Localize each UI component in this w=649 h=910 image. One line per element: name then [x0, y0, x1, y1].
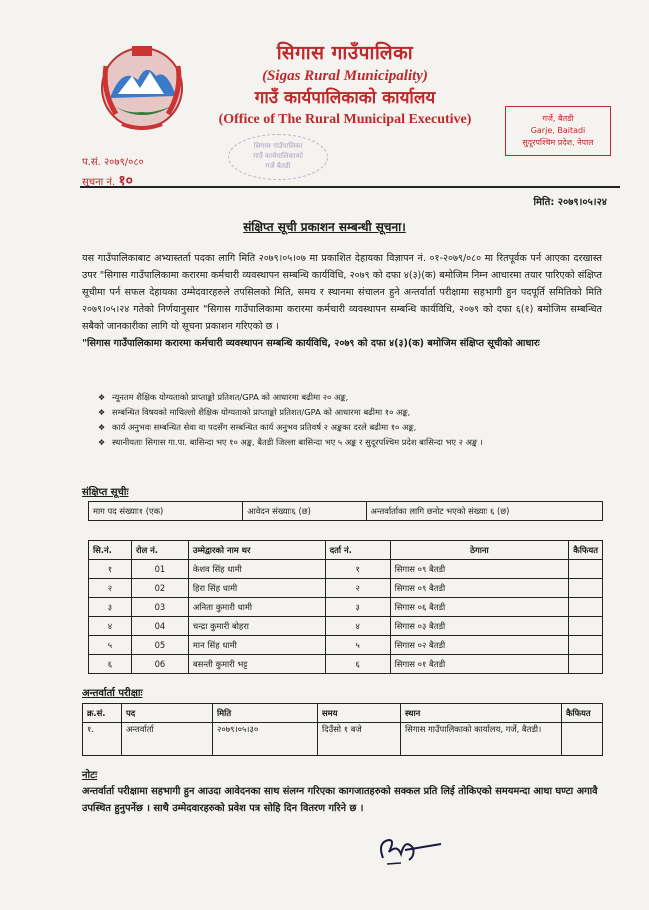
- table-row: [89, 598, 603, 617]
- shortlist-table: [88, 540, 603, 674]
- header-post: पद: [122, 704, 213, 723]
- cell-roll: 06: [131, 655, 188, 674]
- table-row: [89, 636, 603, 655]
- summary-cell-posts: माग पद संख्याः१ (एक): [89, 502, 243, 521]
- cell-name: मान सिंह धामी: [188, 636, 325, 655]
- table-row: [83, 723, 603, 756]
- cell-roll: 02: [131, 579, 188, 598]
- header-sn: सि.नं.: [89, 541, 132, 560]
- cell-time: दिउँसो १ बजे: [318, 723, 401, 756]
- header-name: उम्मेद्वारको नाम थर: [188, 541, 325, 560]
- table-row: [89, 579, 603, 598]
- note-label: नोटः: [82, 770, 98, 781]
- cell-reg: ६: [325, 655, 390, 674]
- cell-name: चन्द्रा कुमारी बोहरा: [188, 617, 325, 636]
- cell-remarks: [569, 617, 603, 636]
- cell-remarks: [569, 655, 603, 674]
- header-remarks: कैफियत: [569, 541, 603, 560]
- notice-number-label: सूचना नं.: [82, 177, 116, 188]
- header-divider: [80, 186, 620, 188]
- cell-remarks: [569, 560, 603, 579]
- header-address: ठेगाना: [390, 541, 569, 560]
- notice-title: संक्षिप्त सूची प्रकाशन सम्बन्धी सूचना।: [243, 220, 406, 234]
- cell-name: अनिता कुमारी धामी: [188, 598, 325, 617]
- cell-sn: ६: [89, 655, 132, 674]
- letterhead: [190, 40, 500, 130]
- cell-reg: १: [325, 560, 390, 579]
- cell-roll: 05: [131, 636, 188, 655]
- municipality-name-en: (Sigas Rural Municipality): [262, 68, 428, 84]
- cell-sn: १.: [83, 723, 122, 756]
- table-row: [89, 560, 603, 579]
- cell-date: २०७९।०५।३०: [213, 723, 318, 756]
- cell-address: सिगास ०६ बैतडी: [390, 598, 569, 617]
- municipality-name-np: सिगास गाउँपालिका: [276, 42, 414, 64]
- cell-reg: ४: [325, 617, 390, 636]
- cell-roll: 04: [131, 617, 188, 636]
- address-line-1: गर्जे, बैतडी: [542, 114, 574, 123]
- cell-remarks: [569, 579, 603, 598]
- note-text: अन्तर्वार्ता परीक्षामा सहभागी हुन आउदा आवेदनका साथ संलग्न गरिएका कागजातहरुको सक्कल प्रति लिई तोकिएको समयमन्दा आधा घण्टा अगावै उपस्थित हुनुपर्नेछ । साथै उम्मेदवारहरुको प्रवेश पत्र सोहि दिन वितरण गरिने छ ।: [82, 786, 598, 814]
- header-sn: क्र.सं.: [83, 704, 122, 723]
- cell-reg: ५: [325, 636, 390, 655]
- criteria-item: ❖ कार्य अनुभवः सम्बन्धित सेवा वा पदसँग सम्बन्धित कार्य अनुभव प्रतिवर्ष २ अङ्कका दरले बढीमा १० अङ्क,: [98, 420, 603, 435]
- shortlist-label: संक्षिप्त सूचीः: [82, 487, 129, 498]
- cell-address: सिगास ०२ बैतडी: [390, 636, 569, 655]
- address-line-3: सुदूरपश्चिम प्रदेश, नेपाल: [522, 138, 594, 147]
- cell-sn: ५: [89, 636, 132, 655]
- notice-number: १०: [118, 173, 133, 189]
- header-remarks: कैफियत: [562, 704, 603, 723]
- header-date: मिति: [213, 704, 318, 723]
- cell-remarks: [562, 723, 603, 756]
- nepal-emblem-icon: [92, 36, 192, 136]
- address-line-2: Garje, Baitadi: [530, 126, 586, 135]
- table-header-row: [89, 541, 603, 560]
- criteria-item: ❖ सम्बन्धित विषयको माथिल्लो शैक्षिक योग्यताको प्राप्ताङ्को प्रतिशत/GPA को आधारमा बढीमा १० अङ्क,: [98, 405, 603, 420]
- stamp-line-3: गर्जे बैतडी: [265, 162, 291, 170]
- criteria-item: ❖ स्थानीयताः सिगास गा.पा. बासिन्दा भए १० अङ्क, बैतडी जिल्ला बासिन्दा भए ५ अङ्क र सुदूरपश्चिम प्रदेश बासिन्दा भए २ अङ्क ।: [98, 435, 603, 450]
- cell-address: सिगास ०९ बैतडी: [390, 579, 569, 598]
- cell-reg: ३: [325, 598, 390, 617]
- header-reg: दर्ता नं.: [325, 541, 390, 560]
- cell-name: बसन्ती कुमारी भट्ट: [188, 655, 325, 674]
- cell-address: सिगास ०१ बैतडी: [390, 655, 569, 674]
- cell-roll: 01: [131, 560, 188, 579]
- criteria-item: ❖ न्यूनतम शैक्षिक योग्यताको प्राप्ताङ्को प्रतिशत/GPA को आधारमा बढीमा २० अङ्क,: [98, 390, 603, 405]
- header-roll: रोल नं.: [131, 541, 188, 560]
- interview-label: अन्तर्वार्ता परीक्षाः: [82, 688, 143, 699]
- cell-venue: सिगास गाउँपालिकाको कार्यालय, गर्जे, बैतडी।: [401, 723, 562, 756]
- reference-number: प.सं. २०७९/०८०: [82, 157, 144, 168]
- summary-cell-applications: आवेदन संख्याः६ (छ): [243, 502, 366, 521]
- shortlist-summary-table: [88, 501, 603, 521]
- summary-cell-selected: अन्तर्वार्ताका लागि छनोट भएको संख्याः ६ (छ): [366, 502, 602, 521]
- notice-body: [82, 250, 602, 352]
- table-row: [89, 617, 603, 636]
- cell-reg: २: [325, 579, 390, 598]
- stamp-line-2: गाउँ कार्यपालिकाको: [253, 152, 303, 160]
- cell-post: अन्तर्वार्ता: [122, 723, 213, 756]
- table-row: [89, 502, 603, 521]
- header-venue: स्थान: [401, 704, 562, 723]
- office-stamp: [228, 134, 328, 180]
- shortlist-criteria: [98, 390, 603, 450]
- office-name-en: (Office of The Rural Municipal Executive): [218, 112, 472, 127]
- notice-number-line: [82, 172, 144, 192]
- interview-table: [82, 703, 603, 756]
- table-row: [89, 655, 603, 674]
- cell-roll: 03: [131, 598, 188, 617]
- cell-name: केशव सिंह धामी: [188, 560, 325, 579]
- cell-sn: ४: [89, 617, 132, 636]
- header-time: समय: [318, 704, 401, 723]
- body-paragraph-2: "सिगास गाउँपालिकामा करारमा कर्मचारी व्यवस्थापन सम्बन्धि कार्यविधि, २०७९ को दफा ४(३)(क) बमोजिम संक्षिप्त सूचीको आधारः: [82, 338, 540, 349]
- table-header-row: [83, 704, 603, 723]
- signature: [375, 830, 445, 870]
- office-name-np: गाउँ कार्यपालिकाको कार्यालय: [254, 88, 436, 108]
- notice-date: मिति: २०७९।०५।२४: [533, 197, 607, 208]
- cell-sn: २: [89, 579, 132, 598]
- cell-name: हिरा सिंह धामी: [188, 579, 325, 598]
- stamp-line-1: सिगास गाउँपालिका: [253, 142, 303, 150]
- cell-address: सिगास ०३ बैतडी: [390, 617, 569, 636]
- cell-address: सिगास ०९ बैतडी: [390, 560, 569, 579]
- body-paragraph-1: यस गाउँपालिकाबाट अभ्यास्तर्ता पदका लागि मिति २०७९।०५।०७ मा प्रकाशित देहायका विज्ञापन नं. ०१-२०७९/०८० मा रितपूर्वक पर्न आएका दरखास्त उपर "सिगास गाउँपालिकामा करारमा कर्मचारी व्यवस्थापन सम्बन्धि कार्यविधि, २०७९ को दफा ४(३)(क) बमोजिम निम्न आधारमा तयार पारिएको संक्षिप्त सूचीमा पर्न सफल देहायका उम्मेदवारहरुले तपसिलको मिति, समय र स्थानमा संचालन हुने अन्तर्वार्ता परीक्षामा सहभागी हुन पदपूर्ति समितिको मिति २०७९।०५।२४ गतेको निर्णयानुसार "सिगास गाउँपालिकामा करारमा कर्मचारी व्यवस्थापन सम्बन्धि कार्यविधि, २०७९ को दफा ६(१) बमोजिम सम्बन्धित सबैको जानकारीका लागि यो सूचना प्रकाशन गरिएको छ ।: [82, 253, 602, 332]
- address-box: [505, 106, 611, 156]
- cell-remarks: [569, 598, 603, 617]
- cell-remarks: [569, 636, 603, 655]
- cell-sn: १: [89, 560, 132, 579]
- cell-sn: ३: [89, 598, 132, 617]
